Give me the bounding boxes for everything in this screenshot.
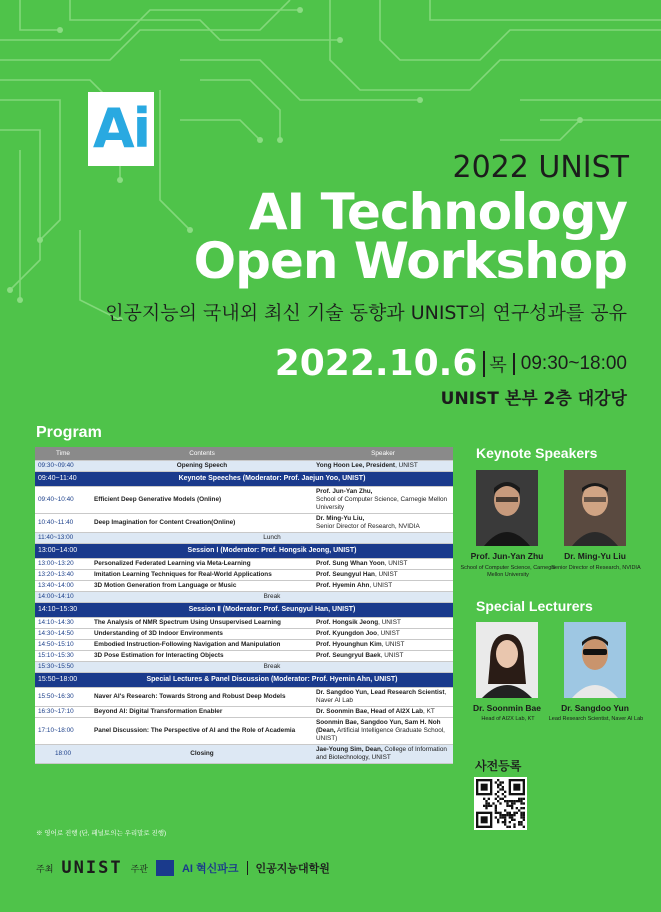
row-speaker: Prof. Hongsik Jeong xyxy=(316,619,379,626)
row-time: 13:00~13:20 xyxy=(35,559,91,570)
program-table xyxy=(35,447,453,764)
column-header-speaker: Speaker xyxy=(313,447,453,461)
organizer-label: 주관 xyxy=(130,863,148,874)
row-affiliation: Artificial Intelligence Graduate School, UNIST) xyxy=(316,727,445,742)
footer-divider xyxy=(247,861,248,875)
unist-logo: UNIST xyxy=(61,858,123,878)
program-row xyxy=(35,603,453,618)
row-time: 15:50~16:30 xyxy=(35,688,91,707)
row-speaker-cell xyxy=(313,651,453,662)
special-title-2: Lead Research Scientist, Naver AI Lab xyxy=(548,716,644,722)
row-speaker: Dr. Ming-Yu Liu, xyxy=(316,515,365,522)
row-speaker: Prof. Sung Whan Yoon xyxy=(316,560,385,567)
row-content: Embodied Instruction-Following Navigation and Manipulation xyxy=(91,640,313,651)
program-row xyxy=(35,745,453,764)
row-affiliation: , UNIST xyxy=(374,571,398,578)
row-time: 14:50~15:10 xyxy=(35,640,91,651)
row-content: Efficient Deep Generative Models (Online) xyxy=(91,487,313,514)
row-time: 15:10~15:30 xyxy=(35,651,91,662)
event-time: 09:30~18:00 xyxy=(513,353,627,375)
row-affiliation: School of Computer Science, Carnegie Mellon University xyxy=(316,496,448,511)
special-name-1: Dr. Soonmin Bae xyxy=(472,703,541,713)
row-content: Beyond AI: Digital Transformation Enabler xyxy=(91,707,313,718)
row-speaker: Dr. Sangdoo Yun, Lead Research Scientist xyxy=(316,689,445,696)
row-time: 13:40~14:00 xyxy=(35,581,91,592)
special-title-1: Head of AI2X Lab, KT xyxy=(481,716,535,722)
keynote-name-2: Dr. Ming-Yu Liu xyxy=(564,551,626,561)
row-content: Imitation Learning Techniques for Real-World Applications xyxy=(91,570,313,581)
organizer-name: AI 혁신파크 xyxy=(181,863,239,875)
row-affiliation: , KT xyxy=(423,708,435,715)
row-speaker: Yong Hoon Lee, President xyxy=(316,462,396,469)
row-affiliation: , UNIST xyxy=(395,462,418,469)
row-content: Closing xyxy=(91,745,313,764)
row-speaker: Prof. Hyemin Ahn xyxy=(316,582,370,589)
graduate-school-name: 인공지능대학원 xyxy=(255,863,330,875)
row-speaker-cell xyxy=(313,629,453,640)
section-title: Session Ⅰ (Moderator: Prof. Hongsik Jeong, UNIST) xyxy=(91,544,453,559)
row-speaker-cell xyxy=(313,461,453,472)
date-row xyxy=(275,343,627,384)
column-header-contents: Contents xyxy=(91,447,313,461)
row-time: 14:10~15:30 xyxy=(35,603,91,618)
special-photo-1 xyxy=(476,622,538,698)
row-speaker-cell xyxy=(313,707,453,718)
subtitle: 인공지능의 국내외 최신 기술 동향과 UNIST의 연구성과를 공유 xyxy=(105,302,627,324)
row-content: Opening Speech xyxy=(91,461,313,472)
row-speaker: Dr. Soonmin Bae, Head of AI2X Lab xyxy=(316,708,424,715)
registration-qr-code[interactable] xyxy=(474,777,527,830)
event-date: 2022.10.6 xyxy=(274,343,478,384)
row-time: 17:10~18:00 xyxy=(35,718,91,745)
program-row xyxy=(35,662,453,673)
program-row xyxy=(35,707,453,718)
row-time: 14:30~14:50 xyxy=(35,629,91,640)
event-year: 2022 UNIST xyxy=(452,150,629,185)
row-content: Naver AI's Research: Towards Strong and Robust Deep Models xyxy=(91,688,313,707)
row-time: 09:40~11:40 xyxy=(35,472,91,487)
row-time: 14:10~14:30 xyxy=(35,618,91,629)
program-row xyxy=(35,651,453,662)
special-photo-2 xyxy=(564,622,626,698)
row-time: 11:40~13:00 xyxy=(35,533,91,544)
program-row xyxy=(35,688,453,707)
event-venue: UNIST 본부 2층 대강당 xyxy=(440,389,627,409)
program-header-row xyxy=(35,447,453,461)
ai-logo xyxy=(88,92,154,166)
special-name-2: Dr. Sangdoo Yun xyxy=(561,703,629,713)
keynote-name-1: Prof. Jun-Yan Zhu xyxy=(470,551,544,561)
row-time: 13:20~13:40 xyxy=(35,570,91,581)
row-affiliation: , UNIST xyxy=(381,641,405,648)
language-note: ※ 영어로 진행 (단, 패널토의는 우리말로 진행) xyxy=(36,830,167,837)
break-label: Lunch xyxy=(91,533,453,544)
program-row xyxy=(35,570,453,581)
section-title: Session Ⅱ (Moderator: Prof. Seungyul Han, UNIST) xyxy=(91,603,453,618)
special-heading: Special Lecturers xyxy=(476,598,593,614)
row-affiliation: , UNIST xyxy=(384,560,408,567)
row-speaker-cell xyxy=(313,618,453,629)
row-speaker-cell xyxy=(313,514,453,533)
program-row xyxy=(35,629,453,640)
program-row xyxy=(35,461,453,472)
keynote-title-1: School of Computer Science, Carnegie Mellon University xyxy=(460,565,556,578)
row-content: 3D Pose Estimation for Interacting Objects xyxy=(91,651,313,662)
row-speaker-cell xyxy=(313,581,453,592)
row-speaker: Prof. Seungyul Han xyxy=(316,571,375,578)
row-speaker-cell xyxy=(313,559,453,570)
row-affiliation: , Naver AI Lab xyxy=(316,689,447,704)
program-row xyxy=(35,487,453,514)
row-speaker-cell xyxy=(313,718,453,745)
row-content: Deep Imagination for Content Creation(Online) xyxy=(91,514,313,533)
row-speaker: Prof. Seungryul Baek xyxy=(316,652,381,659)
host-label: 주최 xyxy=(36,863,54,874)
keynote-photo-1 xyxy=(476,470,538,546)
row-speaker: Prof. Kyungdon Joo xyxy=(316,630,378,637)
row-time: 15:30~15:50 xyxy=(35,662,91,673)
row-speaker: Jae-Young Sim, Dean, xyxy=(316,746,383,753)
program-row xyxy=(35,514,453,533)
keynote-title-2: Senior Director of Research, NVIDIA xyxy=(551,565,641,571)
program-row xyxy=(35,618,453,629)
row-speaker: Soonmin Bae, Sangdoo Yun, Sam H. Noh (Dean, xyxy=(316,719,441,734)
footer xyxy=(36,858,330,878)
row-content: Panel Discussion: The Perspective of AI and the Role of Academia xyxy=(91,718,313,745)
row-speaker-cell xyxy=(313,487,453,514)
row-time: 16:30~17:10 xyxy=(35,707,91,718)
program-row xyxy=(35,718,453,745)
row-affiliation: , UNIST xyxy=(378,619,401,626)
row-time: 09:30~09:40 xyxy=(35,461,91,472)
keynote-photo-2 xyxy=(564,470,626,546)
break-label: Break xyxy=(91,592,453,603)
row-time: 13:00~14:00 xyxy=(35,544,91,559)
row-affiliation: College of Information and Biotechnology, UNIST xyxy=(316,746,447,761)
program-row xyxy=(35,640,453,651)
row-time: 15:50~18:00 xyxy=(35,673,91,688)
program-row xyxy=(35,559,453,570)
row-affiliation: , UNIST xyxy=(369,582,393,589)
row-content: Understanding of 3D Indoor Environments xyxy=(91,629,313,640)
break-label: Break xyxy=(91,662,453,673)
row-speaker-cell xyxy=(313,745,453,764)
row-content: 3D Motion Generation from Language or Music xyxy=(91,581,313,592)
program-heading: Program xyxy=(36,424,102,441)
row-speaker: Prof. Hyounghun Kim xyxy=(316,641,382,648)
section-title: Keynote Speeches (Moderator: Prof. Jaejun Yoo, UNIST) xyxy=(91,472,453,487)
program-row xyxy=(35,533,453,544)
keynote-heading: Keynote Speakers xyxy=(476,445,598,461)
row-content: The Analysis of NMR Spectrum Using Unsupervised Learning xyxy=(91,618,313,629)
section-title: Special Lectures & Panel Discussion (Moderator: Prof. Hyemin Ahn, UNIST) xyxy=(91,673,453,688)
row-time: 18:00 xyxy=(35,745,91,764)
program-row xyxy=(35,581,453,592)
row-content: Personalized Federated Learning via Meta-Learning xyxy=(91,559,313,570)
row-time: 09:40~10:40 xyxy=(35,487,91,514)
column-header-time: Time xyxy=(35,447,91,461)
program-row xyxy=(35,592,453,603)
registration-label: 사전등록 xyxy=(475,759,522,773)
ai-logo-text: Ai xyxy=(92,97,150,160)
program-body xyxy=(35,461,453,764)
row-affiliation: , UNIST xyxy=(380,652,404,659)
row-speaker-cell xyxy=(313,570,453,581)
row-affiliation: , UNIST xyxy=(377,630,400,637)
program-row xyxy=(35,673,453,688)
row-time: 10:40~11:40 xyxy=(35,514,91,533)
row-speaker: Prof. Jun-Yan Zhu, xyxy=(316,488,373,495)
title-line-2: Open Workshop xyxy=(193,232,627,290)
ai-park-logo-icon xyxy=(156,860,174,876)
row-speaker-cell xyxy=(313,688,453,707)
row-affiliation: Senior Director of Research, NVIDIA xyxy=(316,523,420,530)
row-time: 14:00~14:10 xyxy=(35,592,91,603)
program-row xyxy=(35,472,453,487)
row-speaker-cell xyxy=(313,640,453,651)
title-line-1: AI Technology xyxy=(248,183,627,241)
program-row xyxy=(35,544,453,559)
event-day: 목 xyxy=(483,351,506,377)
